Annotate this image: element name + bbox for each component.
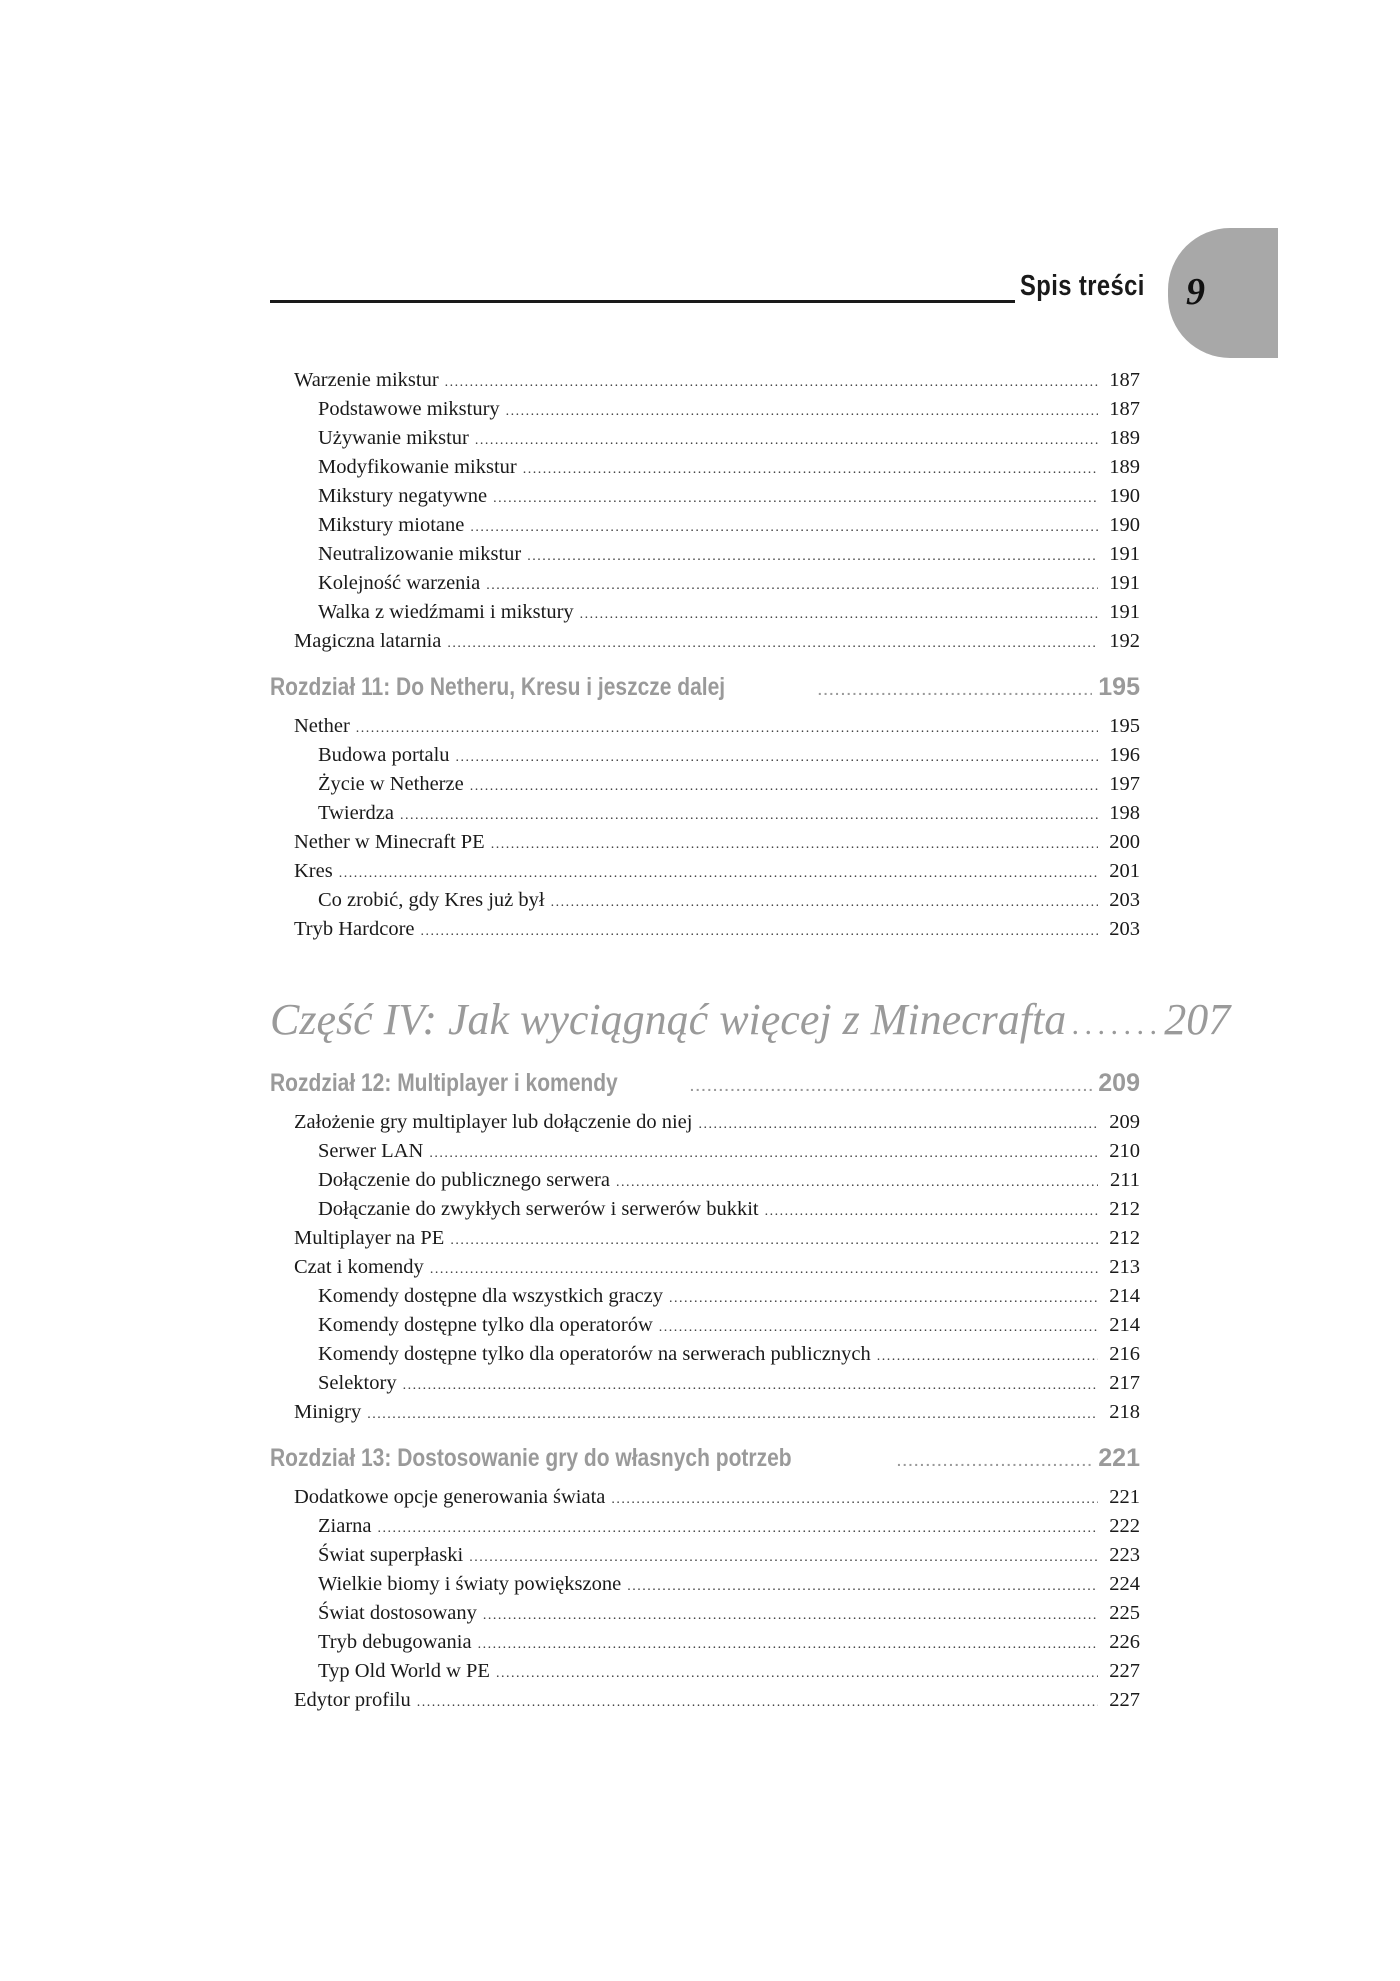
toc-leader-dots — [478, 1630, 1098, 1659]
toc-leader-dots — [491, 830, 1098, 859]
toc-page-number: 226 — [1109, 1631, 1140, 1653]
toc-entry-label: Modyfikowanie mikstur — [318, 456, 517, 478]
toc-entry-label: Neutralizowanie mikstur — [318, 543, 522, 565]
toc-chapter-heading[interactable] — [270, 1437, 1140, 1479]
toc-page-number: 189 — [1109, 456, 1140, 478]
toc-subentry[interactable] — [270, 1311, 1140, 1340]
toc-subentry[interactable] — [270, 511, 1140, 540]
toc-leader-dots — [527, 542, 1098, 571]
toc-entry-label: Dołączanie do zwykłych serwerów i serwerów bukkit — [318, 1198, 759, 1220]
toc-leader-dots — [456, 743, 1098, 772]
toc-entry-label: Nether — [294, 715, 350, 737]
toc-leader-dots — [470, 513, 1098, 542]
toc-entry-label: Komendy dostępne dla wszystkich graczy — [318, 1285, 663, 1307]
toc-entry-label: Minigry — [294, 1401, 362, 1423]
toc-page-number: 200 — [1109, 831, 1140, 853]
toc-entry[interactable] — [270, 366, 1140, 395]
toc-subentry[interactable] — [270, 569, 1140, 598]
toc-entry[interactable] — [270, 1686, 1140, 1715]
toc-entry-label: Komendy dostępne tylko dla operatorów na serwerach publicznych — [318, 1343, 871, 1365]
toc-page-number: 222 — [1109, 1515, 1140, 1537]
toc-entry-label: Magiczna latarnia — [294, 630, 442, 652]
toc-entry-label: Rozdział 11: Do Netheru, Kresu i jeszcze dalej — [270, 673, 726, 701]
toc-page-number: 203 — [1109, 918, 1140, 940]
toc-leader-dots — [523, 455, 1098, 484]
toc-entry-label: Rozdział 13: Dostosowanie gry do własnych potrzeb — [270, 1444, 792, 1472]
toc-entry[interactable] — [270, 1483, 1140, 1512]
toc-leader-dots — [475, 426, 1098, 455]
toc-subentry[interactable] — [270, 1137, 1140, 1166]
toc-entry-label: Serwer LAN — [318, 1140, 424, 1162]
toc-entry[interactable] — [270, 1224, 1140, 1253]
toc-page-number: 209 — [1109, 1111, 1140, 1133]
toc-entry-label: Nether w Minecraft PE — [294, 831, 485, 853]
toc-leader-dots — [367, 1400, 1098, 1429]
toc-leader-dots — [421, 917, 1098, 946]
toc-subentry[interactable] — [270, 540, 1140, 569]
toc-page-number: 210 — [1109, 1140, 1140, 1162]
toc-subentry[interactable] — [270, 886, 1140, 915]
toc-entry-label: Używanie mikstur — [318, 427, 469, 449]
toc-page-number: 227 — [1109, 1660, 1140, 1682]
toc-leader-dots — [429, 1139, 1098, 1168]
toc-leader-dots — [506, 397, 1098, 426]
toc-leader-dots — [1072, 993, 1158, 1057]
toc-leader-dots — [627, 1572, 1098, 1601]
toc-page-number: 224 — [1109, 1573, 1140, 1595]
toc-subentry[interactable] — [270, 482, 1140, 511]
toc-entry-label: Co zrobić, gdy Kres już był — [318, 889, 545, 911]
toc-subentry[interactable] — [270, 799, 1140, 828]
toc-leader-dots — [551, 888, 1098, 917]
toc-leader-dots — [417, 1688, 1098, 1717]
toc-page-number: 192 — [1109, 630, 1140, 652]
toc-entry[interactable] — [270, 915, 1140, 944]
toc-entry-label: Multiplayer na PE — [294, 1227, 445, 1249]
toc-page-number: 212 — [1109, 1227, 1140, 1249]
toc-entry-label: Tryb Hardcore — [294, 918, 415, 940]
toc-page-number: 190 — [1109, 514, 1140, 536]
toc-entry[interactable] — [270, 712, 1140, 741]
toc-subentry[interactable] — [270, 1369, 1140, 1398]
toc-leader-dots — [356, 714, 1098, 743]
toc-leader-dots — [669, 1284, 1098, 1313]
header-rule — [270, 300, 1015, 303]
toc-page-number: 218 — [1109, 1401, 1140, 1423]
toc-page-number: 187 — [1109, 369, 1140, 391]
toc-page-number: 212 — [1109, 1198, 1140, 1220]
toc-entry-label: Komendy dostępne tylko dla operatorów — [318, 1314, 653, 1336]
toc-page-number: 191 — [1109, 601, 1140, 623]
toc-leader-dots — [611, 1485, 1098, 1514]
toc-page-number: 227 — [1109, 1689, 1140, 1711]
toc-page-number: 189 — [1109, 427, 1140, 449]
toc-leader-dots — [616, 1168, 1098, 1197]
toc-entry-label: Założenie gry multiplayer lub dołączenie do niej — [294, 1111, 693, 1133]
toc-entry[interactable] — [270, 857, 1140, 886]
toc-leader-dots — [698, 1110, 1098, 1139]
toc-entry-label: Czat i komendy — [294, 1256, 424, 1278]
toc-page-number: 214 — [1109, 1285, 1140, 1307]
toc-entry-label: Budowa portalu — [318, 744, 450, 766]
toc-entry-label: Podstawowe mikstury — [318, 398, 500, 420]
toc-leader-dots — [486, 571, 1098, 600]
toc-entry-label: Twierdza — [318, 802, 394, 824]
toc-leader-dots — [430, 1255, 1098, 1284]
toc-page-number: 201 — [1109, 860, 1140, 882]
toc-leader-dots — [493, 484, 1098, 513]
toc-page-number: 207 — [1164, 995, 1231, 1044]
toc-leader-dots — [400, 801, 1098, 830]
toc-entry-label: Dodatkowe opcje generowania świata — [294, 1486, 606, 1508]
toc-subentry[interactable] — [270, 1166, 1140, 1195]
toc-subentry[interactable] — [270, 1570, 1140, 1599]
toc-leader-dots — [580, 600, 1098, 629]
toc-leader-dots — [483, 1601, 1098, 1630]
toc-page-number: 216 — [1109, 1343, 1140, 1365]
toc-subentry[interactable] — [270, 1541, 1140, 1570]
toc-leader-dots — [690, 1065, 1092, 1107]
toc-leader-dots — [339, 859, 1098, 888]
toc-page-number: 209 — [1098, 1069, 1140, 1097]
toc-leader-dots — [470, 772, 1098, 801]
toc-entry-label: Świat dostosowany — [318, 1602, 477, 1624]
toc-subentry[interactable] — [270, 424, 1140, 453]
toc-page-number: 196 — [1109, 744, 1140, 766]
toc-subentry[interactable] — [270, 598, 1140, 627]
toc-subentry[interactable] — [270, 1628, 1140, 1657]
toc-entry-label: Selektory — [318, 1372, 397, 1394]
toc-subentry[interactable] — [270, 1195, 1140, 1224]
running-header-title: Spis treści — [1020, 270, 1145, 302]
toc-leader-dots — [447, 629, 1098, 658]
toc-page-number: 221 — [1109, 1486, 1140, 1508]
toc-page-number: 195 — [1098, 673, 1140, 701]
toc-subentry[interactable] — [270, 1512, 1140, 1541]
toc-page-number: 213 — [1109, 1256, 1140, 1278]
toc-leader-dots — [818, 669, 1092, 711]
table-of-contents — [270, 366, 1231, 1715]
toc-entry-label: Mikstury negatywne — [318, 485, 488, 507]
toc-entry-label: Warzenie mikstur — [294, 369, 439, 391]
toc-leader-dots — [469, 1543, 1098, 1572]
toc-page-number: 214 — [1109, 1314, 1140, 1336]
chapter-tab — [1168, 228, 1278, 358]
toc-leader-dots — [765, 1197, 1098, 1226]
toc-subentry[interactable] — [270, 1340, 1140, 1369]
toc-entry-label: Ziarna — [318, 1515, 372, 1537]
toc-page-number: 225 — [1109, 1602, 1140, 1624]
toc-leader-dots — [496, 1659, 1098, 1688]
toc-part-heading[interactable] — [270, 988, 1231, 1052]
toc-leader-dots — [403, 1371, 1098, 1400]
toc-page-number: 217 — [1109, 1372, 1140, 1394]
toc-entry[interactable] — [270, 1108, 1140, 1137]
toc-leader-dots — [445, 368, 1098, 397]
toc-entry-label: Świat superpłaski — [318, 1544, 464, 1566]
toc-entry[interactable] — [270, 828, 1140, 857]
toc-entry-label: Wielkie biomy i światy powiększone — [318, 1573, 622, 1595]
toc-entry[interactable] — [270, 1253, 1140, 1282]
toc-subentry[interactable] — [270, 395, 1140, 424]
toc-entry-label: Kres — [294, 860, 333, 882]
toc-chapter-heading[interactable] — [270, 1062, 1140, 1104]
toc-leader-dots — [450, 1226, 1098, 1255]
toc-entry-label: Edytor profilu — [294, 1689, 411, 1711]
toc-entry-label: Kolejność warzenia — [318, 572, 481, 594]
toc-leader-dots — [378, 1514, 1099, 1543]
toc-subentry[interactable] — [270, 1599, 1140, 1628]
toc-page-number: 198 — [1109, 802, 1140, 824]
toc-entry-label: Część IV: Jak wyciągnąć więcej z Minecrafta — [270, 995, 1067, 1044]
toc-page-number: 211 — [1110, 1169, 1140, 1191]
toc-entry-label: Walka z wiedźmami i mikstury — [318, 601, 574, 623]
toc-entry[interactable] — [270, 1398, 1140, 1427]
toc-subentry[interactable] — [270, 741, 1140, 770]
toc-chapter-heading[interactable] — [270, 666, 1140, 708]
toc-entry-label: Tryb debugowania — [318, 1631, 472, 1653]
toc-page-number: 223 — [1109, 1544, 1140, 1566]
toc-entry-label: Typ Old World w PE — [318, 1660, 490, 1682]
toc-subentry[interactable] — [270, 770, 1140, 799]
toc-subentry[interactable] — [270, 453, 1140, 482]
toc-page-number: 195 — [1109, 715, 1140, 737]
toc-entry-label: Mikstury miotane — [318, 514, 465, 536]
toc-page-number: 197 — [1109, 773, 1140, 795]
toc-page-number: 190 — [1109, 485, 1140, 507]
toc-subentry[interactable] — [270, 1282, 1140, 1311]
toc-leader-dots — [897, 1440, 1092, 1482]
toc-subentry[interactable] — [270, 1657, 1140, 1686]
toc-page-number: 191 — [1109, 572, 1140, 594]
toc-page-number: 187 — [1109, 398, 1140, 420]
toc-leader-dots — [659, 1313, 1098, 1342]
toc-page-number: 191 — [1109, 543, 1140, 565]
toc-entry[interactable] — [270, 627, 1140, 656]
toc-entry-label: Rozdział 12: Multiplayer i komendy — [270, 1069, 618, 1097]
page-number: 9 — [1186, 271, 1205, 313]
toc-entry-label: Życie w Netherze — [318, 773, 464, 795]
toc-page-number: 221 — [1098, 1444, 1140, 1472]
toc-page-number: 203 — [1109, 889, 1140, 911]
toc-entry-label: Dołączenie do publicznego serwera — [318, 1169, 610, 1191]
toc-leader-dots — [877, 1342, 1098, 1371]
